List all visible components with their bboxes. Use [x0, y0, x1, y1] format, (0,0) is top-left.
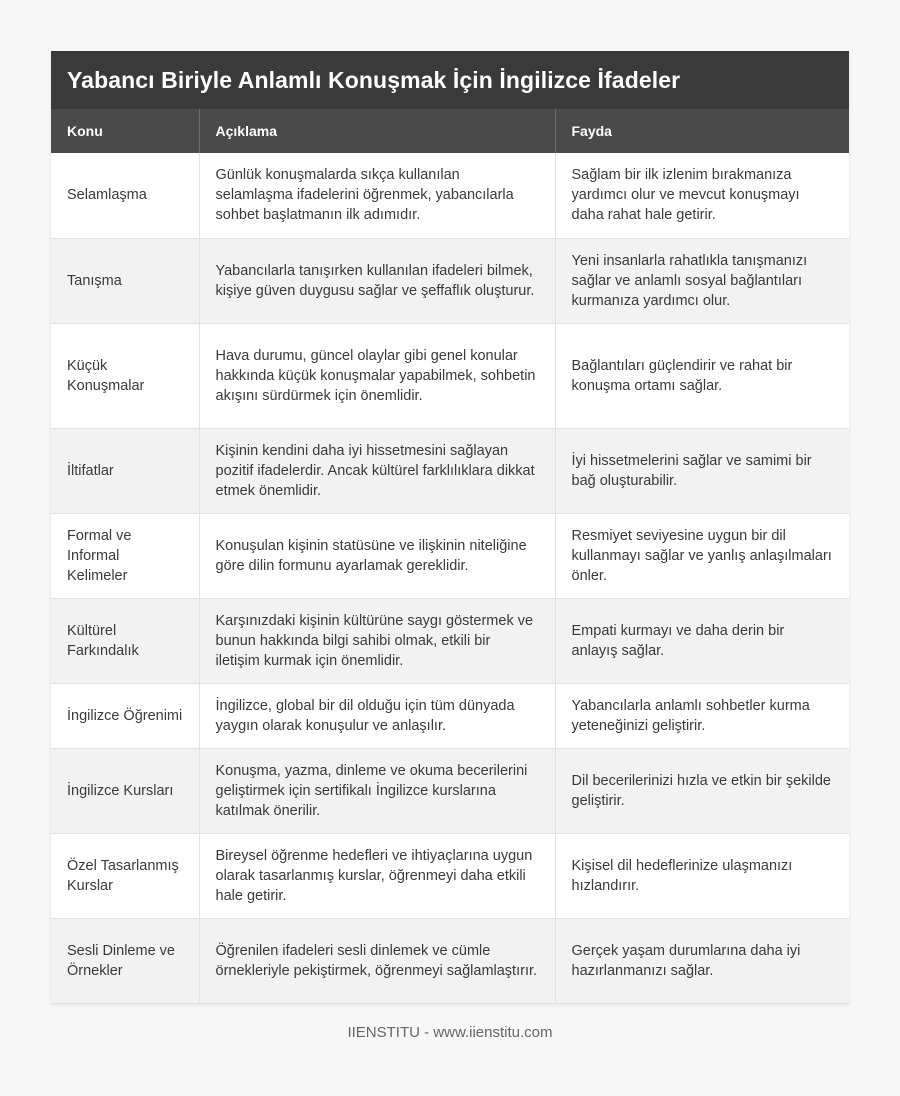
benefit-cell: Yeni insanlarla rahatlıkla tanışmanızı sağlar ve anlamlı sosyal bağlantıları kurmanıza yardımcı olur. — [555, 238, 849, 323]
topic-cell: Kültürel Farkındalık — [51, 598, 199, 683]
topic-cell: Özel Tasarlanmış Kurslar — [51, 833, 199, 918]
description-cell: Yabancılarla tanışırken kullanılan ifadeleri bilmek, kişiye güven duygusu sağlar ve şeffaflık oluşturur. — [199, 238, 555, 323]
benefit-cell: Bağlantıları güçlendirir ve rahat bir konuşma ortamı sağlar. — [555, 323, 849, 428]
benefit-cell: Kişisel dil hedeflerinize ulaşmanızı hızlandırır. — [555, 833, 849, 918]
topic-cell: Tanışma — [51, 238, 199, 323]
benefit-cell: İyi hissetmelerini sağlar ve samimi bir bağ oluşturabilir. — [555, 428, 849, 513]
topic-cell: Selamlaşma — [51, 153, 199, 238]
table-row — [51, 323, 849, 428]
content-card — [51, 51, 849, 1004]
benefit-cell: Gerçek yaşam durumlarına daha iyi hazırlanmanızı sağlar. — [555, 918, 849, 1003]
topic-cell: Küçük Konuşmalar — [51, 323, 199, 428]
benefit-cell: Resmiyet seviyesine uygun bir dil kullanmayı sağlar ve yanlış anlaşılmaları önler. — [555, 513, 849, 598]
table-row — [51, 153, 849, 238]
column-header-description: Açıklama — [199, 109, 555, 153]
description-cell: Hava durumu, güncel olaylar gibi genel konular hakkında küçük konuşmalar yapabilmek, sohbetin akışını sürdürmek için önemlidir. — [199, 323, 555, 428]
table-row — [51, 428, 849, 513]
table-row — [51, 238, 849, 323]
description-cell: Bireysel öğrenme hedefleri ve ihtiyaçlarına uygun olarak tasarlanmış kurslar, öğrenmeyi daha etkili hale getirir. — [199, 833, 555, 918]
table-row — [51, 683, 849, 748]
benefit-cell: Empati kurmayı ve daha derin bir anlayış sağlar. — [555, 598, 849, 683]
table-row — [51, 513, 849, 598]
table-body — [51, 153, 849, 1003]
benefit-cell: Dil becerilerinizi hızla ve etkin bir şekilde geliştirir. — [555, 748, 849, 833]
description-cell: Konuşulan kişinin statüsüne ve ilişkinin niteliğine göre dilin formunu ayarlamak gereklidir. — [199, 513, 555, 598]
phrases-table — [51, 109, 849, 1004]
table-row — [51, 748, 849, 833]
footer-credit: IIENSTITU - www.iienstitu.com — [347, 1024, 553, 1041]
column-header-benefit: Fayda — [571, 123, 612, 139]
table-row — [51, 833, 849, 918]
description-cell: Günlük konuşmalarda sıkça kullanılan selamlaşma ifadelerini öğrenmek, yabancılarla sohbet başlatmanın ilk adımıdır. — [199, 153, 555, 238]
topic-cell: Formal ve Informal Kelimeler — [51, 513, 199, 598]
topic-cell: Sesli Dinleme ve Örnekler — [51, 918, 199, 1003]
title-bar — [51, 51, 849, 109]
topic-cell: İltifatlar — [51, 428, 199, 513]
description-cell: Konuşma, yazma, dinleme ve okuma becerilerini geliştirmek için sertifikalı İngilizce kurslarına katılmak önerilir. — [199, 748, 555, 833]
topic-cell: İngilizce Öğrenimi — [51, 683, 199, 748]
topic-cell: İngilizce Kursları — [51, 748, 199, 833]
description-cell: Karşınızdaki kişinin kültürüne saygı göstermek ve bunun hakkında bilgi sahibi olmak, etkili bir iletişim kurmak için önemlidir. — [199, 598, 555, 683]
description-cell: İngilizce, global bir dil olduğu için tüm dünyada yaygın olarak konuşulur ve anlaşılır. — [199, 683, 555, 748]
description-cell: Öğrenilen ifadeleri sesli dinlemek ve cümle örnekleriyle pekiştirmek, öğrenmeyi sağlamlaştırır. — [199, 918, 555, 1003]
table-row — [51, 918, 849, 1003]
table-header — [51, 109, 849, 153]
page-title: Yabancı Biriyle Anlamlı Konuşmak İçin İngilizce İfadeler — [67, 66, 681, 93]
table-row — [51, 598, 849, 683]
benefit-cell: Yabancılarla anlamlı sohbetler kurma yeteneğinizi geliştirir. — [555, 683, 849, 748]
description-cell: Kişinin kendini daha iyi hissetmesini sağlayan pozitif ifadelerdir. Ancak kültürel farklılıklara dikkat etmek önemlidir. — [199, 428, 555, 513]
column-header-topic: Konu — [51, 109, 199, 153]
header-row — [51, 109, 849, 153]
benefit-cell: Sağlam bir ilk izlenim bırakmanıza yardımcı olur ve mevcut konuşmayı daha rahat hale getirir. — [555, 153, 849, 238]
